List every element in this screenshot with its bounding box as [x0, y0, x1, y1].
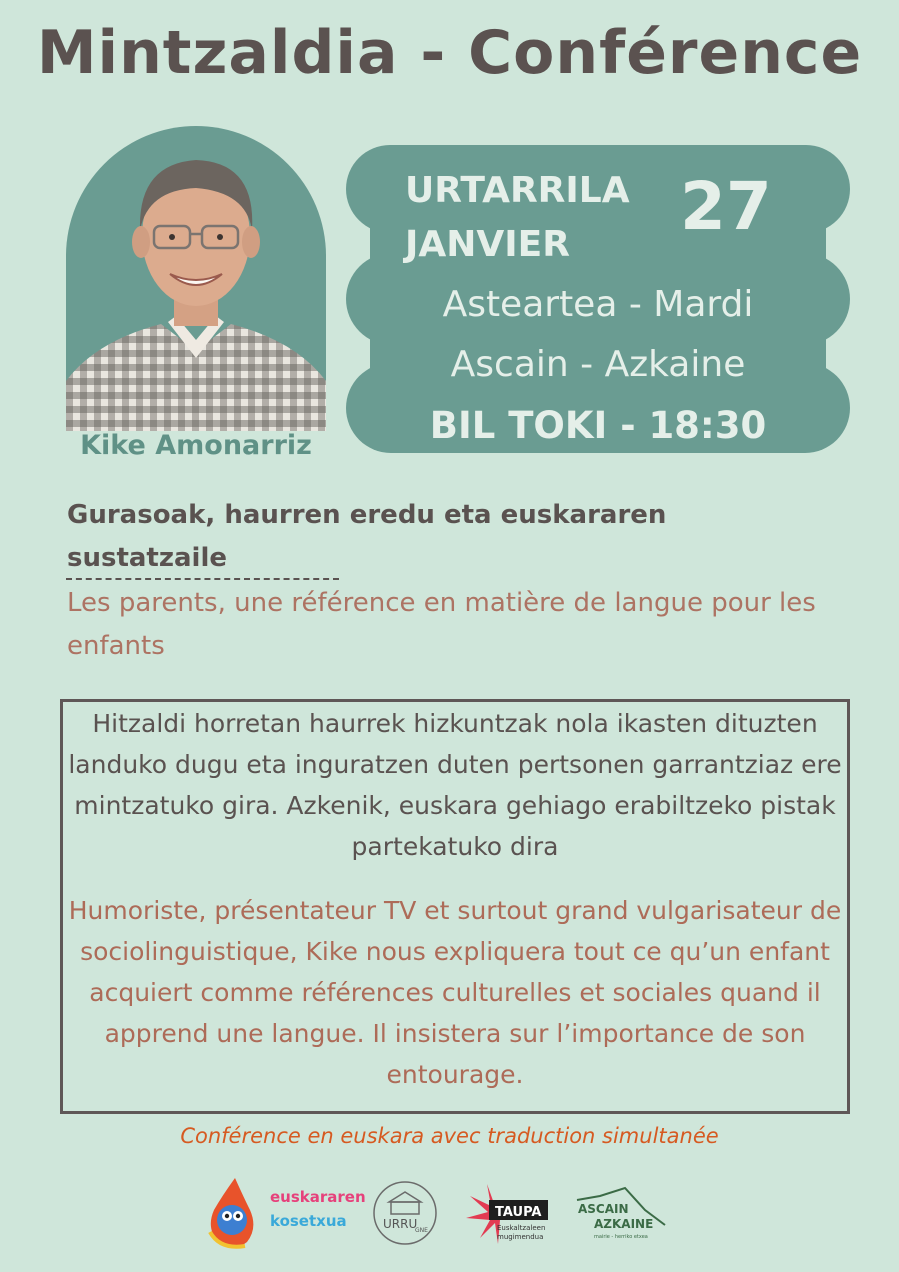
description-eu: Hitzaldi horretan haurrek hizkuntzak nola ikasten dituzten landuko dugu eta inguratzen duten pertsonen garrantziaz ere mintzatuko gira. Azkenik, euskara gehiago erabiltzeko pistak partekatuko dira: [68, 709, 842, 861]
sponsor-logos: [0, 1170, 899, 1260]
logo1-line2: kosetxua: [270, 1212, 347, 1230]
logo1-line1: euskararen: [270, 1188, 366, 1206]
event-weekday: Asteartea - Mardi: [442, 284, 754, 325]
translation-note: Conférence en euskara avec traduction simultanée: [180, 1124, 719, 1148]
dashed-divider: [66, 578, 339, 580]
logo4-line2: AZKAINE: [594, 1217, 654, 1231]
page-title: Mintzaldia - Conférence: [36, 18, 863, 88]
logo4-line1: ASCAIN: [578, 1202, 629, 1216]
event-month-fr: JANVIER: [405, 224, 570, 265]
urrugne-logo: [374, 1182, 436, 1244]
speaker-name: Kike Amonarriz: [80, 430, 312, 461]
description-fr: Humoriste, présentateur TV et surtout grand vulgarisateur de sociolinguistique, Kike nous expliquera tout ce qu’un enfant acquiert comme références culturelles et sociales quand il apprend une langue. Il insistera sur l’importance de son entourage.: [68, 896, 842, 1089]
topic-title-fr: Les parents, une référence en matière de langue pour les enfants: [67, 588, 816, 661]
event-venue-time: BIL TOKI - 18:30: [429, 404, 767, 447]
speaker-portrait: [66, 126, 326, 431]
logo2-line2: GNE: [415, 1227, 428, 1234]
speaker-photo: [66, 126, 326, 431]
event-day: 27: [680, 168, 772, 245]
euskararen-kosetxua-logo: [210, 1178, 366, 1248]
taupa-logo: [466, 1184, 548, 1244]
event-month-eu: URTARRILA: [405, 170, 630, 211]
ascain-logo: [577, 1188, 665, 1240]
logo3-line3: mugimendua: [497, 1233, 544, 1241]
logo3-line1: TAUPA: [495, 1205, 542, 1220]
event-month: [405, 164, 630, 272]
logo3-line2: Euskaltzaleen: [497, 1224, 546, 1232]
logo4-line3: mairie - herriko etxea: [594, 1234, 648, 1240]
logo2-line1: URRU: [383, 1217, 418, 1231]
topic-title-eu: Gurasoak, haurren eredu eta euskararen sustatzaile: [67, 500, 667, 573]
event-town: Ascain - Azkaine: [450, 344, 746, 385]
